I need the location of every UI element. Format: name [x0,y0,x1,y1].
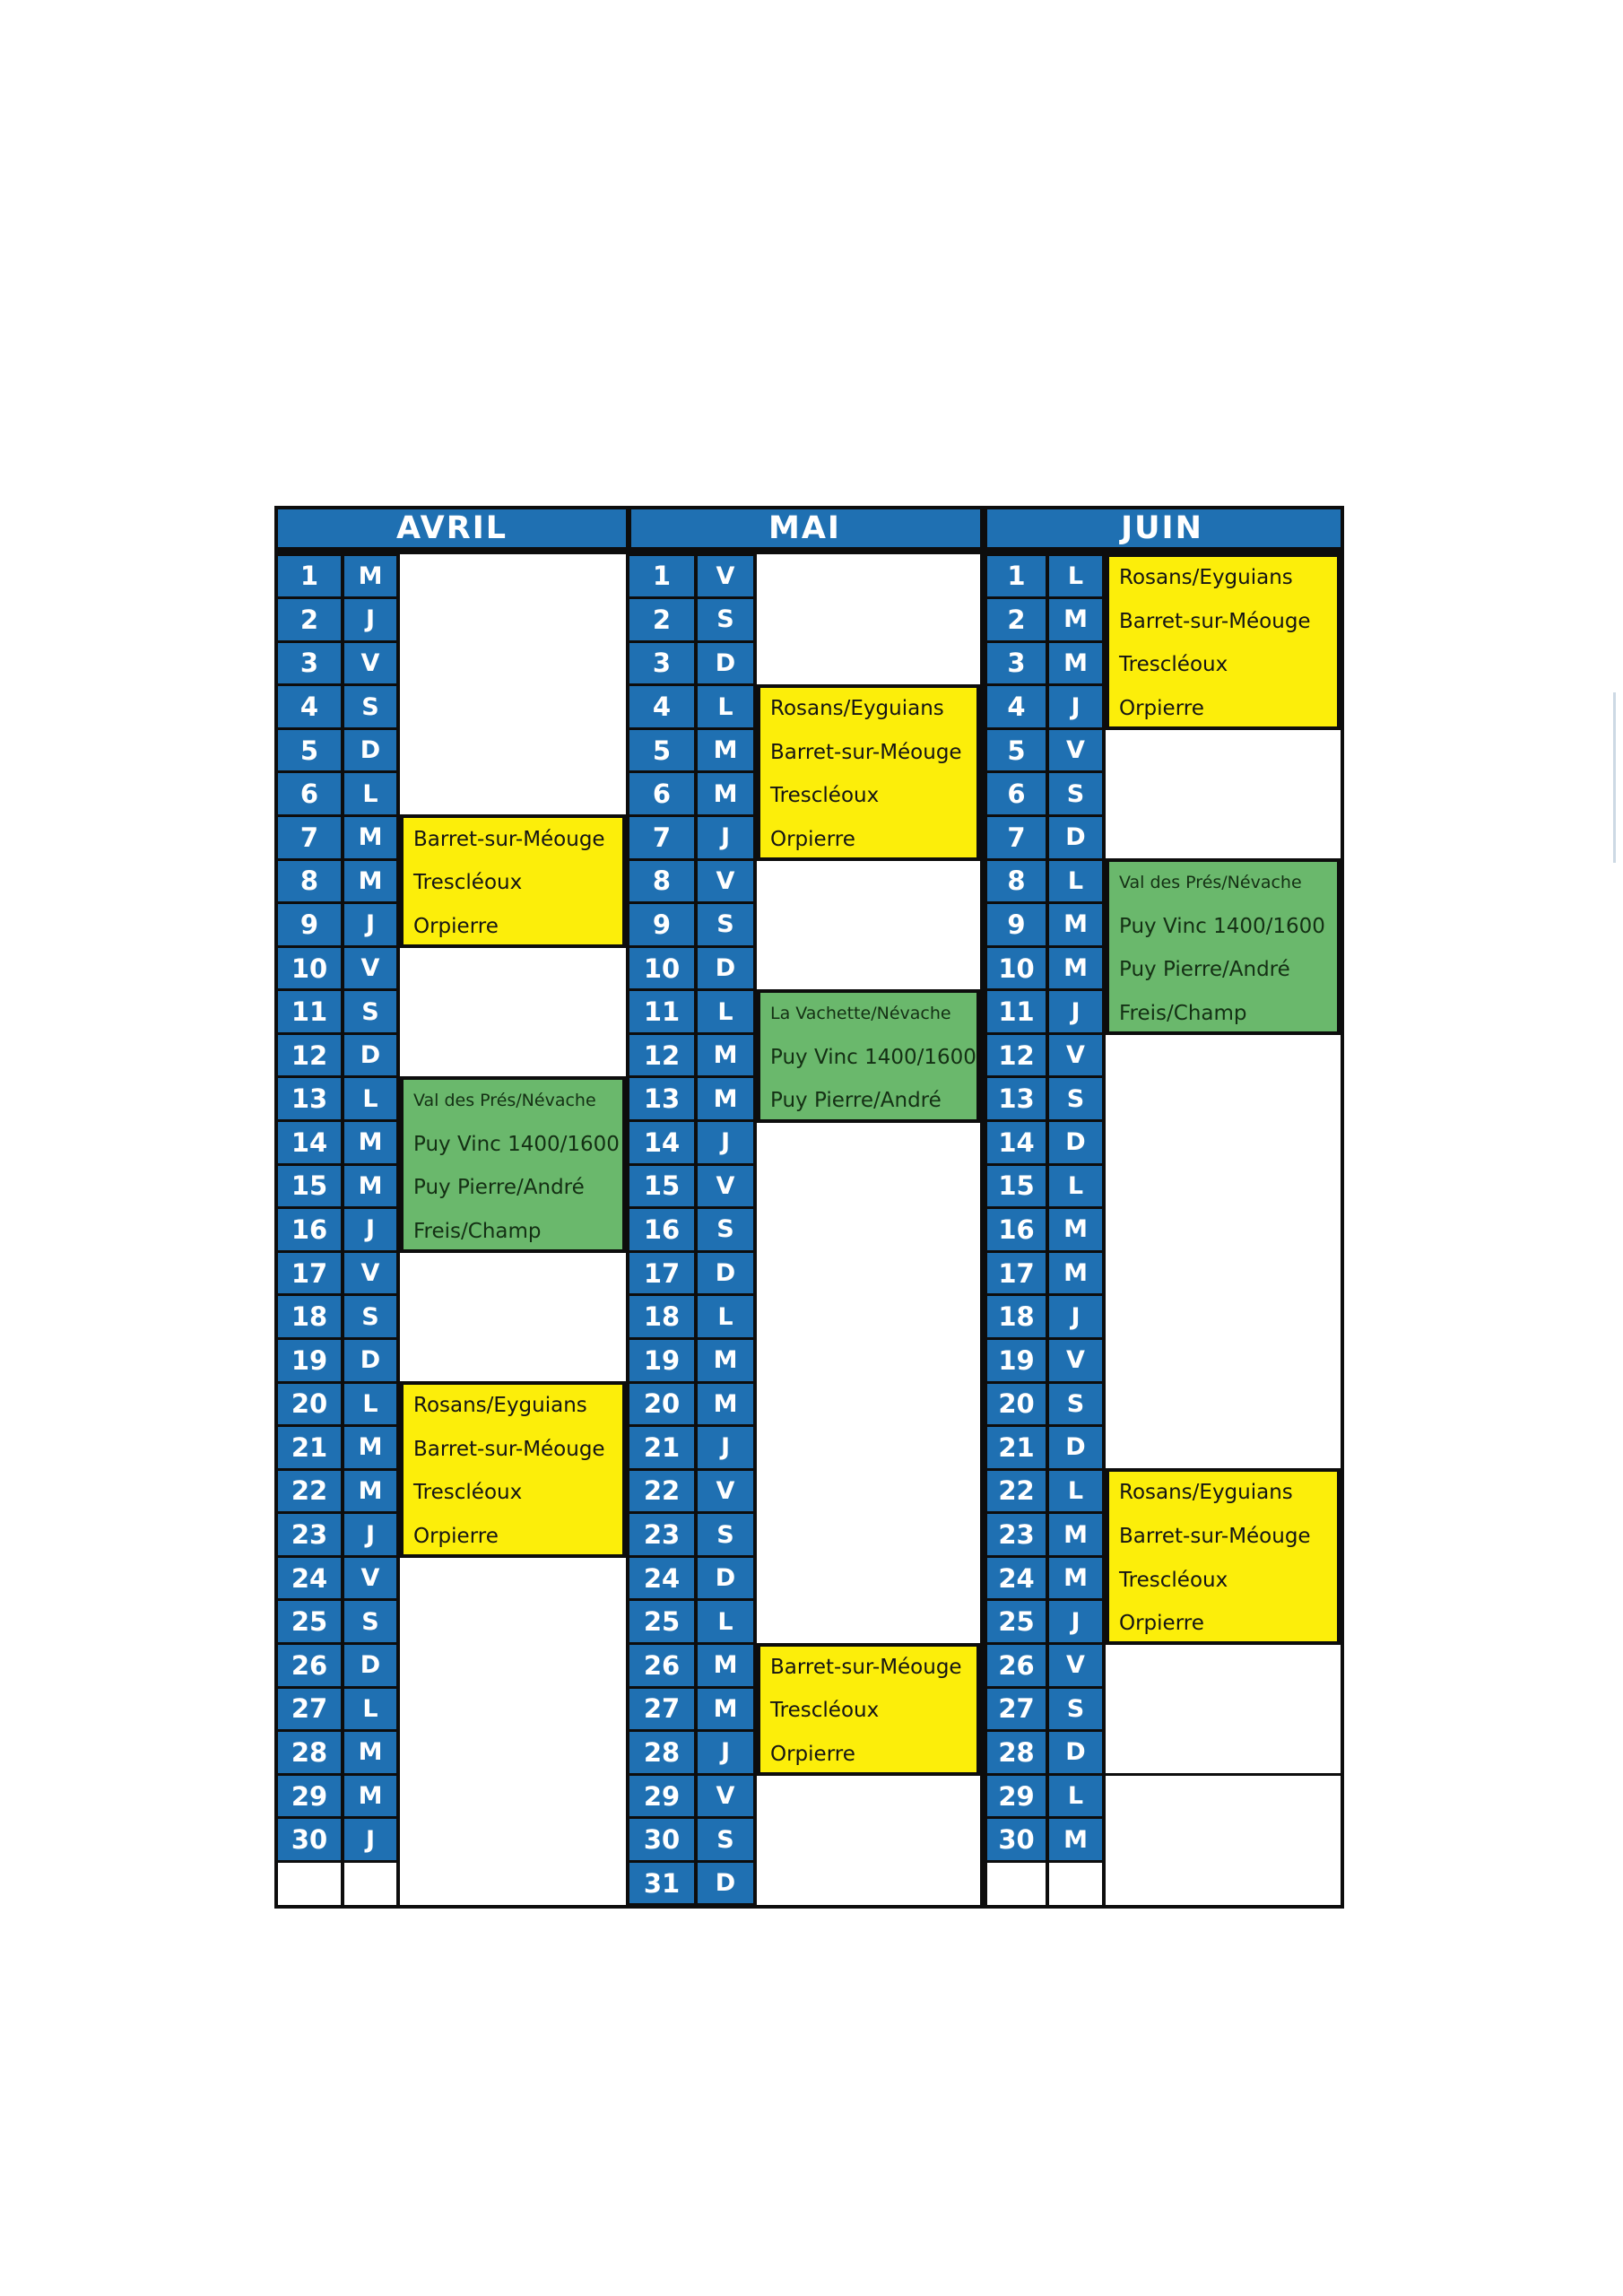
day-letter-cell: M [1049,1819,1102,1860]
event-label: La Vachette/Névache [770,1004,951,1024]
event-label: Val des Prés/Névache [413,1091,596,1111]
day-letter-cell: V [1049,1035,1102,1076]
day-number-cell: 19 [278,1340,341,1381]
day-number-cell: 23 [278,1514,341,1555]
planning-calendar [274,506,1344,1909]
event-label: Puy Pierre/André [413,1176,585,1200]
day-number-cell: 29 [987,1776,1046,1817]
day-letter-cell: J [344,1209,396,1250]
day-letter-cell: V [1049,730,1102,771]
day-letter-cell: V [1049,1645,1102,1686]
day-letter-cell: D [344,1035,396,1076]
day-letter-cell: L [698,686,753,727]
day-number-cell: 31 [629,1863,694,1904]
day-letter-cell: M [698,1645,753,1686]
day-letter-cell: V [698,1166,753,1207]
event-label: Rosans/Eyguians [413,1394,587,1418]
month-header-juin: JUIN [1121,510,1203,546]
event-label: Orpierre [413,1525,499,1549]
day-number-cell: 7 [278,817,341,858]
day-letter-cell: M [344,556,396,597]
day-number-cell: 11 [278,991,341,1032]
day-letter-cell: V [698,1471,753,1512]
day-number-cell: 2 [278,599,341,640]
day-letter-cell: M [1049,1253,1102,1294]
day-letter-cell: M [344,1776,396,1817]
month-header-mai: MAI [768,510,841,546]
day-letter-cell: S [1049,773,1102,814]
day-number-cell: 5 [987,730,1046,771]
day-letter-cell: D [698,1863,753,1904]
day-letter-cell: L [1049,861,1102,902]
day-number-cell: 16 [629,1209,694,1250]
day-number-cell: 13 [278,1078,341,1119]
event-block-green [400,1076,626,1253]
day-letter-cell: J [698,1122,753,1163]
blank-cell [344,1863,396,1905]
day-number-cell: 26 [987,1645,1046,1686]
day-letter-cell: D [698,1558,753,1599]
day-letter-cell: V [698,861,753,902]
event-label: Barret-sur-Méouge [770,740,962,764]
day-number-cell: 15 [629,1166,694,1207]
day-letter-cell: J [344,1514,396,1555]
day-number-cell: 10 [629,948,694,989]
day-number-cell: 24 [278,1558,341,1599]
day-number-cell: 15 [987,1166,1046,1207]
day-number-cell: 25 [987,1601,1046,1642]
day-letter-cell: V [1049,1340,1102,1381]
day-number-cell: 12 [278,1035,341,1076]
day-number-cell: 30 [987,1819,1046,1860]
day-number-cell: 25 [278,1601,341,1642]
day-letter-cell: D [698,948,753,989]
day-number-cell: 22 [629,1471,694,1512]
event-label: Freis/Champ [1119,1002,1247,1026]
day-number-cell: 28 [278,1732,341,1773]
event-label: Trescléoux [413,871,523,895]
day-number-cell: 24 [987,1558,1046,1599]
event-block-yellow [400,814,626,948]
day-letter-cell: M [698,730,753,771]
day-number-cell: 9 [278,904,341,945]
day-letter-cell: J [698,1732,753,1773]
day-number-cell: 7 [629,817,694,858]
day-number-cell: 9 [987,904,1046,945]
event-label: Puy Vinc 1400/1600 [1119,914,1325,938]
day-number-cell: 8 [278,861,341,902]
day-number-cell: 24 [629,1558,694,1599]
day-number-cell: 30 [278,1819,341,1860]
event-block-yellow [1106,553,1341,730]
day-letter-cell: L [344,1078,396,1119]
day-letter-cell: J [344,599,396,640]
day-letter-cell: D [1049,817,1102,858]
day-letter-cell: J [1049,991,1102,1032]
day-number-cell: 29 [278,1776,341,1817]
event-label: Rosans/Eyguians [1119,1481,1293,1505]
blank-cell [987,1863,1046,1905]
day-letter-cell: M [1049,904,1102,945]
day-letter-cell: D [344,1645,396,1686]
day-letter-cell: S [1049,1384,1102,1425]
day-letter-cell: M [344,861,396,902]
day-letter-cell: V [344,1558,396,1599]
day-number-cell: 22 [278,1471,341,1512]
day-number-cell: 27 [629,1689,694,1730]
day-number-cell: 26 [278,1645,341,1686]
day-letter-cell: M [344,1732,396,1773]
event-label: Orpierre [1119,1612,1204,1636]
day-letter-cell: D [344,1340,396,1381]
day-number-cell: 22 [987,1471,1046,1512]
day-letter-cell: M [344,1122,396,1163]
title-bar [269,414,1344,462]
day-letter-cell: S [698,1209,753,1250]
day-number-cell: 12 [629,1035,694,1076]
day-number-cell: 20 [278,1384,341,1425]
day-number-cell: 18 [629,1296,694,1337]
page-title: Médicobus Planning 2026 Nord/Sud [459,419,1154,457]
event-label: Barret-sur-Méouge [413,827,605,851]
day-number-cell: 10 [278,948,341,989]
day-number-cell: 4 [987,686,1046,727]
day-letter-cell: M [1049,1558,1102,1599]
day-letter-cell: S [1049,1078,1102,1119]
day-letter-cell: J [1049,1601,1102,1642]
day-letter-cell: M [344,817,396,858]
day-number-cell: 17 [629,1253,694,1294]
day-number-cell: 15 [278,1166,341,1207]
event-label: Val des Prés/Névache [1119,873,1302,893]
day-number-cell: 26 [629,1645,694,1686]
day-number-cell: 1 [278,556,341,597]
day-letter-cell: S [1049,1689,1102,1730]
day-letter-cell: M [698,1384,753,1425]
day-number-cell: 6 [987,773,1046,814]
event-label: Rosans/Eyguians [770,697,944,721]
event-label: Orpierre [770,827,855,851]
day-number-cell: 16 [987,1209,1046,1250]
day-letter-cell: M [698,1340,753,1381]
label-column [1106,554,1341,1905]
day-number-cell: 19 [987,1340,1046,1381]
day-number-cell: 17 [278,1253,341,1294]
event-label: Trescléoux [1119,1568,1228,1592]
day-letter-cell: M [698,1035,753,1076]
day-letter-cell: L [1049,1166,1102,1207]
day-letter-cell: V [698,1776,753,1817]
event-label: Barret-sur-Méouge [1119,1525,1311,1549]
day-letter-cell: S [698,904,753,945]
day-letter-cell: L [1049,1471,1102,1512]
day-number-cell: 1 [987,556,1046,597]
day-number-cell: 8 [629,861,694,902]
day-number-cell: 8 [987,861,1046,902]
event-label: Puy Pierre/André [770,1089,942,1113]
day-number-cell: 20 [629,1384,694,1425]
blank-cell [278,1863,341,1905]
day-letter-cell: L [698,1296,753,1337]
day-letter-cell: M [1049,948,1102,989]
calendar-rows [274,551,1344,1909]
day-number-cell: 21 [278,1427,341,1468]
day-letter-cell: V [344,643,396,684]
day-letter-cell: J [344,904,396,945]
day-letter-cell: J [698,817,753,858]
day-number-cell: 25 [629,1601,694,1642]
day-letter-cell: M [344,1427,396,1468]
event-block-yellow [400,1381,626,1558]
day-letter-cell: V [698,556,753,597]
event-label: Barret-sur-Méouge [413,1437,605,1461]
day-number-cell: 11 [987,991,1046,1032]
event-label: Orpierre [1119,697,1204,721]
day-letter-cell: L [344,1384,396,1425]
scan-artifact-line [1613,692,1616,863]
day-number-cell: 13 [987,1078,1046,1119]
day-number-cell: 13 [629,1078,694,1119]
day-number-cell: 2 [987,599,1046,640]
day-number-cell: 10 [987,948,1046,989]
day-number-cell: 30 [629,1819,694,1860]
day-letter-cell: D [698,1253,753,1294]
day-letter-cell: J [1049,686,1102,727]
day-letter-cell: M [1049,1514,1102,1555]
day-letter-cell: V [344,948,396,989]
day-number-cell: 9 [629,904,694,945]
day-letter-cell: S [344,1601,396,1642]
event-block-green [757,989,980,1123]
day-letter-cell: J [1049,1296,1102,1337]
event-label: Rosans/Eyguians [1119,566,1293,590]
day-number-cell: 19 [629,1340,694,1381]
day-number-cell: 21 [629,1427,694,1468]
day-number-cell: 27 [278,1689,341,1730]
event-block-yellow [757,1643,980,1777]
day-number-cell: 14 [278,1122,341,1163]
day-number-cell: 1 [629,556,694,597]
day-letter-cell: J [344,1819,396,1860]
day-letter-cell: D [1049,1427,1102,1468]
day-number-cell: 2 [629,599,694,640]
event-label: Trescléoux [1119,653,1228,677]
event-label: Puy Vinc 1400/1600 [413,1132,620,1156]
event-label: Orpierre [770,1742,855,1766]
day-number-cell: 3 [278,643,341,684]
day-number-cell: 3 [629,643,694,684]
blank-cell [1049,1863,1102,1905]
event-label: Trescléoux [770,1699,880,1723]
day-number-cell: 12 [987,1035,1046,1076]
day-letter-cell: M [698,1689,753,1730]
event-label: Orpierre [413,914,499,938]
day-letter-cell: L [1049,556,1102,597]
event-label: Barret-sur-Méouge [770,1655,962,1679]
day-number-cell: 16 [278,1209,341,1250]
day-number-cell: 14 [987,1122,1046,1163]
event-label: Freis/Champ [413,1219,542,1243]
day-number-cell: 23 [987,1514,1046,1555]
day-letter-cell: L [344,1689,396,1730]
day-letter-cell: L [698,1601,753,1642]
day-number-cell: 28 [987,1732,1046,1773]
event-block-yellow [757,684,980,861]
day-number-cell: 21 [987,1427,1046,1468]
day-letter-cell: S [698,599,753,640]
event-block-yellow [1106,1468,1341,1645]
day-letter-cell: D [698,643,753,684]
day-number-cell: 28 [629,1732,694,1773]
event-label: Trescléoux [770,784,880,808]
day-letter-cell: L [698,991,753,1032]
day-letter-cell: S [344,991,396,1032]
month-header-avril: AVRIL [395,510,508,546]
event-block-green [1106,858,1341,1035]
day-number-cell: 5 [278,730,341,771]
day-number-cell: 29 [629,1776,694,1817]
day-number-cell: 14 [629,1122,694,1163]
day-number-cell: 6 [629,773,694,814]
day-letter-cell: S [698,1514,753,1555]
day-letter-cell: J [698,1427,753,1468]
event-label: Barret-sur-Méouge [1119,609,1311,633]
event-label: Puy Pierre/André [1119,958,1290,982]
day-letter-cell: S [344,686,396,727]
day-number-cell: 20 [987,1384,1046,1425]
day-number-cell: 3 [987,643,1046,684]
day-letter-cell: L [344,773,396,814]
day-number-cell: 11 [629,991,694,1032]
day-number-cell: 7 [987,817,1046,858]
day-number-cell: 27 [987,1689,1046,1730]
day-letter-cell: D [344,730,396,771]
label-column-divider [1106,1773,1341,1776]
day-number-cell: 18 [987,1296,1046,1337]
day-number-cell: 4 [629,686,694,727]
event-label: Trescléoux [413,1481,523,1505]
day-number-cell: 4 [278,686,341,727]
day-letter-cell: S [698,1819,753,1860]
day-number-cell: 5 [629,730,694,771]
day-letter-cell: M [1049,643,1102,684]
day-number-cell: 6 [278,773,341,814]
day-letter-cell: M [1049,599,1102,640]
day-letter-cell: D [1049,1732,1102,1773]
day-number-cell: 23 [629,1514,694,1555]
day-number-cell: 17 [987,1253,1046,1294]
day-letter-cell: D [1049,1122,1102,1163]
event-label: Puy Vinc 1400/1600 [770,1045,976,1069]
day-letter-cell: L [1049,1776,1102,1817]
day-letter-cell: M [1049,1209,1102,1250]
day-letter-cell: M [698,1078,753,1119]
day-letter-cell: M [698,773,753,814]
day-letter-cell: S [344,1296,396,1337]
day-number-cell: 18 [278,1296,341,1337]
day-letter-cell: M [344,1166,396,1207]
day-letter-cell: M [344,1471,396,1512]
day-letter-cell: V [344,1253,396,1294]
